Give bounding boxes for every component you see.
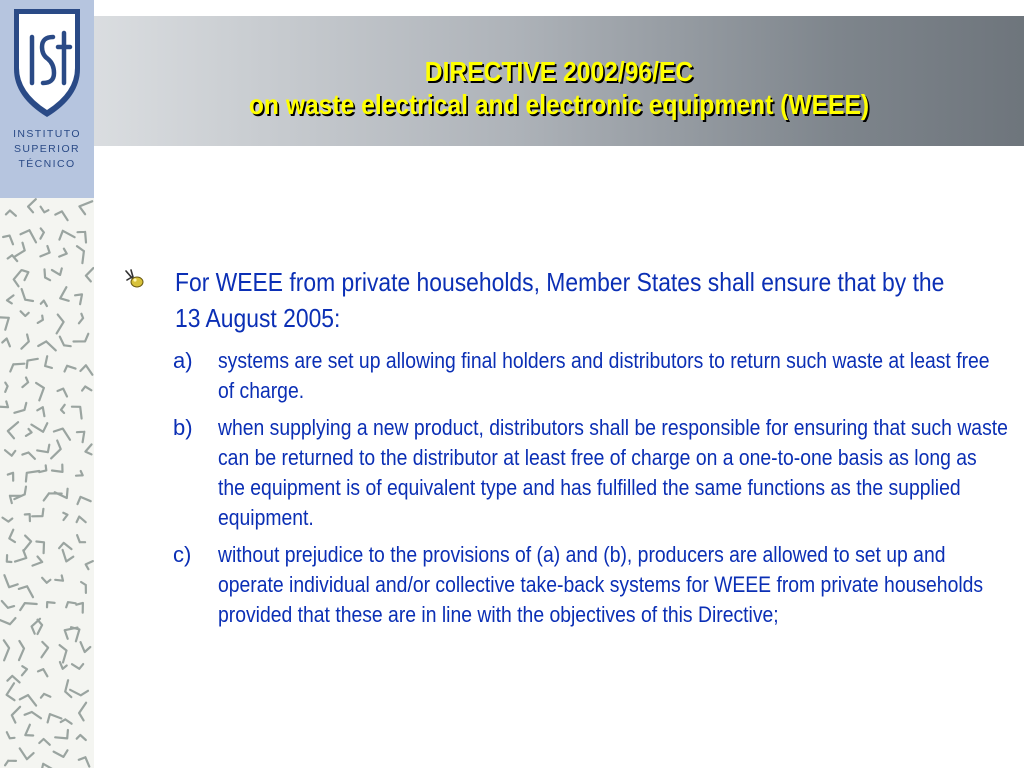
bullet-glyph-icon: [123, 268, 145, 290]
slide-title: [150, 55, 968, 121]
title-line-2: on waste electrical and electronic equipment (WEEE): [248, 89, 870, 120]
ist-shield-logo: [12, 7, 82, 119]
list-item-text: systems are set up allowing final holders and distributors to return such waste at least free of charge.: [218, 348, 990, 403]
sub-list: [118, 346, 1018, 630]
list-item: [173, 540, 1018, 630]
slide-content: [118, 264, 1018, 637]
institution-line: TÉCNICO: [18, 158, 76, 170]
bullet-text: For WEEE from private households, Member States shall ensure that by the 13 August 2005:: [175, 267, 945, 333]
title-line-1: DIRECTIVE 2002/96/EC: [424, 56, 694, 87]
list-marker: b): [173, 415, 193, 440]
list-marker: a): [173, 348, 193, 373]
institution-line: SUPERIOR: [13, 143, 81, 155]
institution-line: INSTITUTO: [13, 128, 81, 140]
decorative-pattern: [0, 198, 94, 768]
bullet-item: [118, 264, 1018, 336]
institution-logo: [0, 0, 94, 198]
list-marker: c): [173, 542, 192, 567]
list-item: [173, 346, 1018, 406]
list-item: [173, 413, 1018, 533]
list-item-text: without prejudice to the provisions of (a) and (b), producers are allowed to set up and operate individual and/or collective take-back systems for WEEE from private households provided that these are in line with the objectives of this Directive;: [218, 542, 984, 627]
list-item-text: when supplying a new product, distributors shall be responsible for ensuring that such waste can be returned to the distributor at least free of charge on a one-to-one basis as long as the equipment is of equivalent type and has fulfilled the same functions as the supplied equipment.: [218, 415, 1008, 530]
institution-name: [0, 127, 94, 172]
